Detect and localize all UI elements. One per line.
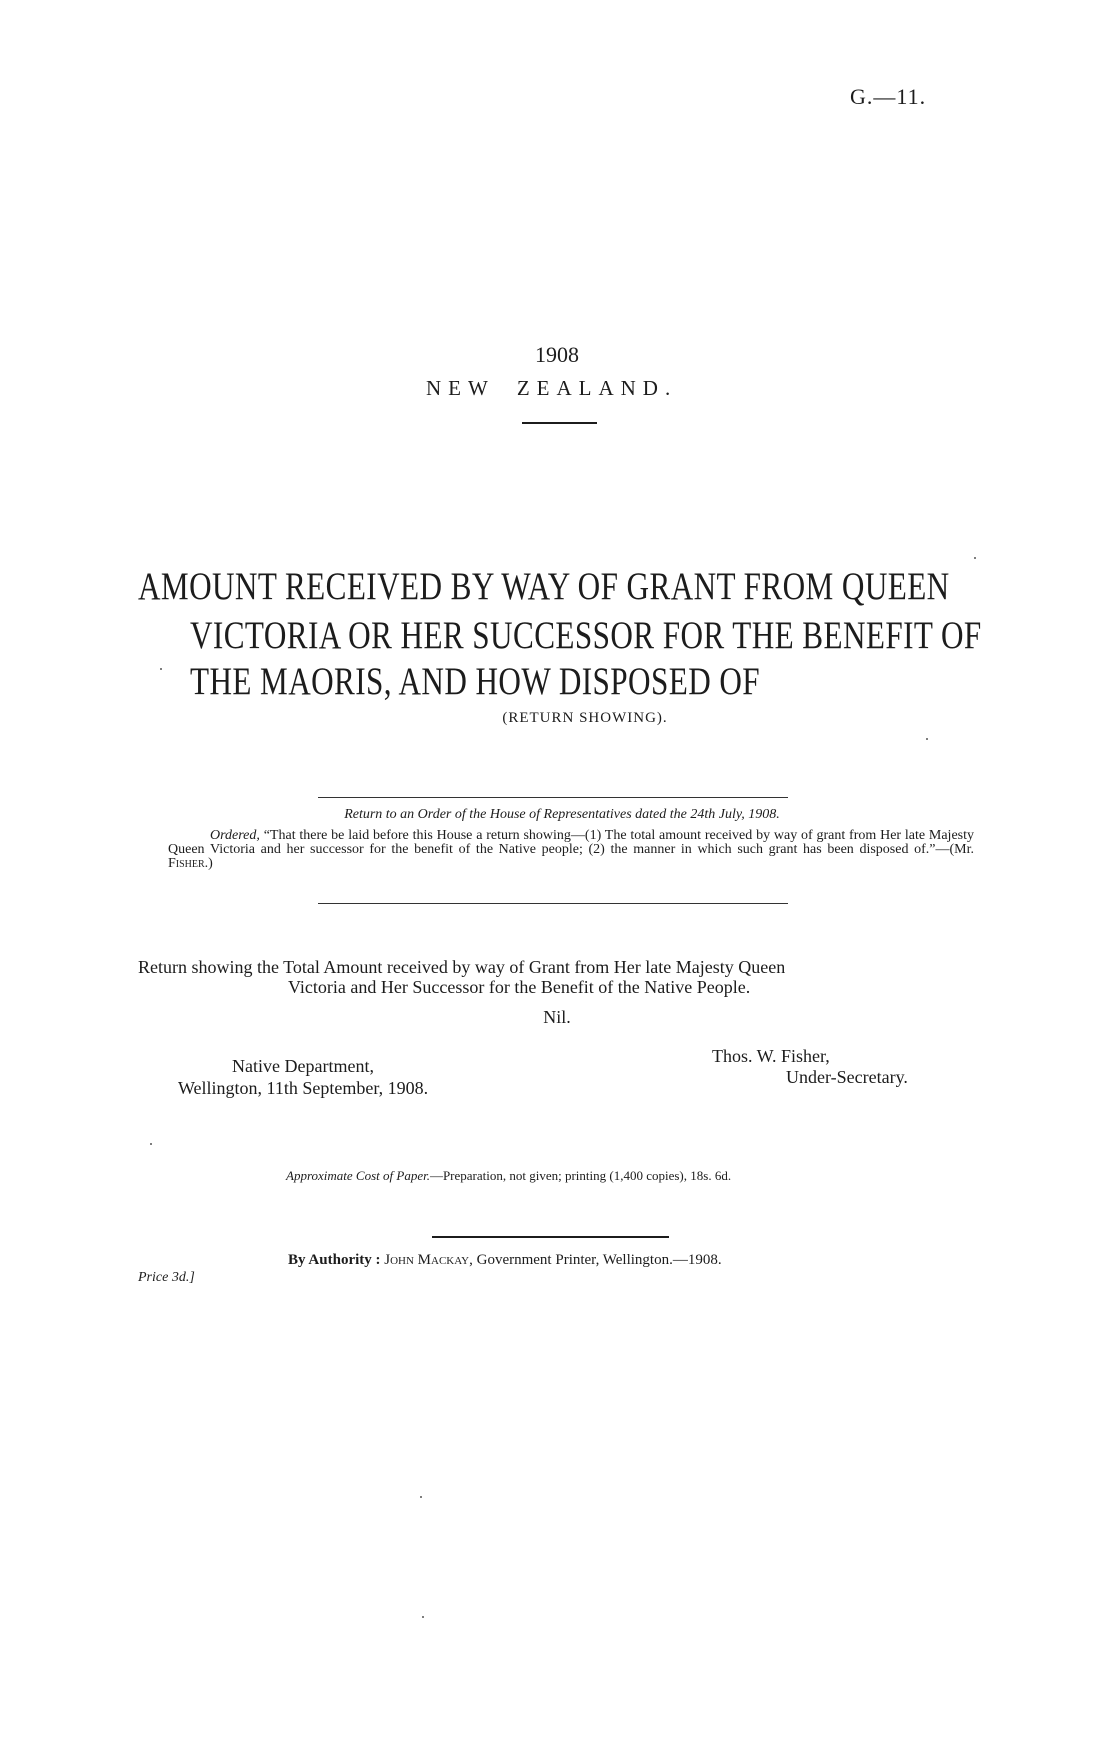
signatory-title: Under-Secretary.	[786, 1067, 908, 1087]
scan-speck	[150, 1143, 152, 1145]
country-word-2: ZEALAND.	[516, 376, 678, 400]
heading-divider	[522, 422, 597, 424]
page-reference: G.—11.	[850, 84, 927, 109]
country-heading	[426, 376, 677, 401]
printer-name: John Mackay	[384, 1252, 470, 1268]
return-result: Nil.	[543, 1007, 571, 1027]
document-year: 1908	[535, 342, 579, 367]
return-statement-line-2: Victoria and Her Successor for the Benefit of the Native People.	[288, 977, 751, 997]
title-line-2: VICTORIA OR HER SUCCESSOR FOR THE BENEFIT OF	[190, 614, 982, 657]
department-name: Native Department,	[232, 1056, 374, 1076]
signatory-name: Thos. W. Fisher,	[712, 1046, 830, 1066]
printer-imprint	[288, 1252, 722, 1269]
imprint-rest: , Government Printer, Wellington.—1908.	[469, 1252, 722, 1268]
imprint-divider	[432, 1236, 669, 1238]
order-reference: Return to an Order of the House of Representatives dated the 24th July, 1908.	[344, 807, 780, 822]
cost-label: Approximate Cost of Paper.	[286, 1168, 430, 1183]
ordered-name: Fisher.)	[168, 856, 213, 871]
order-text	[168, 829, 974, 871]
title-line-3: THE MAORIS, AND HOW DISPOSED OF	[190, 660, 761, 703]
scan-speck	[160, 668, 162, 670]
country-word-1: NEW	[426, 376, 495, 400]
scan-speck	[420, 1496, 422, 1498]
scan-speck	[422, 1616, 424, 1618]
ordered-body: “That there be laid before this House a return showing—(1) The total amount received by way of grant from Her late Majesty Queen Victoria and her successor for the benefit of the Native people; (2) the manner in which such grant has been disposed of.”—(Mr.	[168, 828, 975, 857]
order-divider-top	[318, 797, 788, 798]
place-and-date: Wellington, 11th September, 1908.	[178, 1078, 429, 1098]
return-statement-line-1: Return showing the Total Amount received by way of Grant from Her late Majesty Queen	[138, 957, 786, 977]
subtitle: (RETURN SHOWING).	[502, 710, 668, 726]
scan-speck	[926, 738, 928, 740]
scan-speck	[974, 557, 976, 559]
cost-text: —Preparation, not given; printing (1,400 copies), 18s. 6d.	[429, 1168, 732, 1183]
authority-label: By Authority :	[288, 1252, 381, 1268]
ordered-lead: Ordered,	[210, 828, 260, 843]
order-divider-bottom	[318, 903, 788, 904]
price-note: Price 3d.]	[138, 1270, 195, 1285]
cost-note	[286, 1168, 731, 1184]
title-line-1: AMOUNT RECEIVED BY WAY OF GRANT FROM QUEEN	[138, 565, 950, 608]
return-statement	[138, 957, 972, 997]
